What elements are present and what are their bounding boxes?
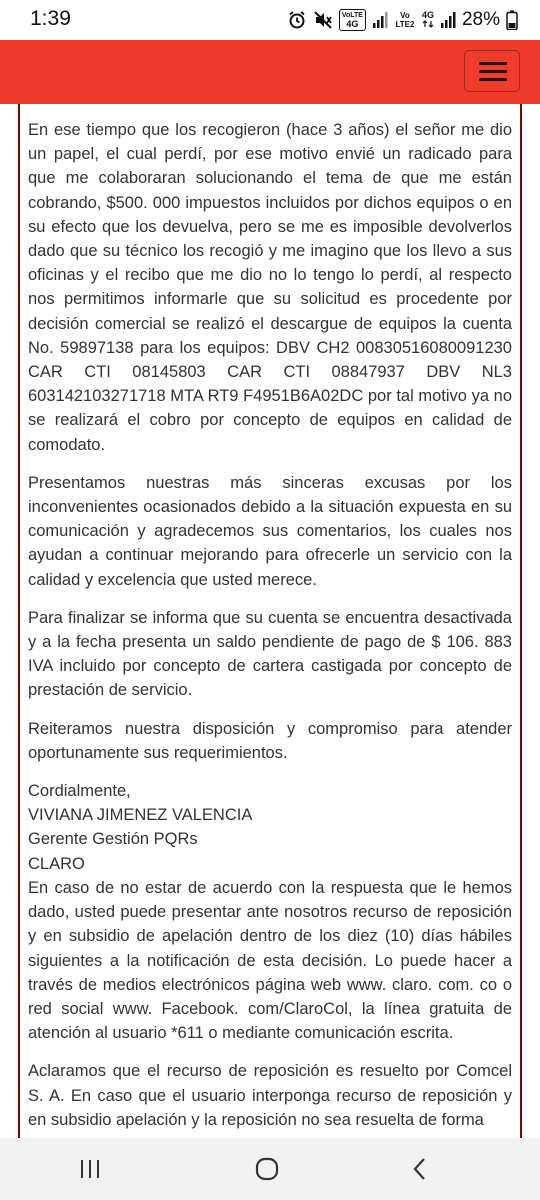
alarm-icon xyxy=(287,10,307,30)
signer-title: Gerente Gestión PQRs xyxy=(28,830,198,849)
closing-line: Cordialmente, xyxy=(28,782,131,801)
menu-button[interactable] xyxy=(464,50,520,92)
data-arrows-icon xyxy=(422,20,434,28)
appeal-text: En caso de no estar de acuerdo con la respuesta que le hemos dado, usted puede presentar ante nosotros recurso de reposición y en subsidio de apelación dentro de los diez (10) días hábiles siguientes a la notificación de esta decisión. Lo puede hacer a través de medios electrónicos página web www. claro. com. co o red social www. Facebook. com/ClaroCol, la línea gratuita de atención al usuario *611 o mediante comunicación escrita. xyxy=(28,878,512,1043)
signature-block xyxy=(28,779,512,1045)
data-4g-icon xyxy=(422,11,434,30)
home-icon xyxy=(254,1156,280,1182)
battery-icon xyxy=(506,10,518,30)
network-tag-1: VoLTE xyxy=(341,12,363,19)
status-icons xyxy=(287,7,518,33)
battery-percent: 28% xyxy=(461,9,500,30)
letter-paragraph: En ese tiempo que los recogieron (hace 3 años) el señor me dio un papel, el cual perdí, por ese motivo envié un radicado para que me colaboraran solucionando el tema de que me están cobrando, $500. 000 impuestos incluidos por dichos equipos o en su efecto que los devuelva, pero se me es imposible devolverlos dado que su técnico los recogió y me imagino que los llevo a sus oficinas y el recibo que me dio no lo tengo lo perdí, al respecto nos permitimos informarle que su solicitud es procedente por decisión comercial se realizó el descargue de equipos la cuenta No. 59897138 para los equipos: DBV CH2 00830516080091230 CAR CTI 08145803 CAR CTI 08847937 DBV NL3 603142103271718 MTA RT9 F4951B6A02DC por tal motivo ya no se realizará el cobro por concepto de equipos en calidad de comodato. xyxy=(28,121,512,454)
letter-paragraph: Reiteramos nuestra disposición y compromiso para atender oportunamente sus requerimientos. xyxy=(28,719,512,762)
navigation-bar xyxy=(0,1138,540,1200)
letter-paragraph: Presentamos nuestras más sinceras excusas por los inconvenientes ocasionados debido a la situación expuesta en su comunicación y agradecemos sus comentarios, los cuales nos ayudan a continuar mejorando para ofrecerle un servicio con la calidad y excelencia que usted merece. xyxy=(28,473,512,589)
recent-apps-icon xyxy=(78,1158,102,1180)
company-name: CLARO xyxy=(28,854,85,873)
mute-icon xyxy=(313,10,333,30)
volte-icon xyxy=(339,9,366,31)
signal-icon xyxy=(372,11,388,29)
home-button[interactable] xyxy=(237,1151,297,1187)
signal-2-icon xyxy=(440,11,456,29)
network-tag-3: Vo LTE2 xyxy=(395,11,415,29)
letter-container[interactable] xyxy=(18,104,522,1138)
header-bar xyxy=(0,40,540,104)
network-tag-4: 4G xyxy=(421,9,434,20)
letter-body xyxy=(20,104,520,1132)
status-time: 1:39 xyxy=(30,7,71,30)
volte-tag xyxy=(339,9,366,31)
lte2-icon xyxy=(394,11,416,29)
back-button[interactable] xyxy=(390,1151,450,1187)
signer-name: VIVIANA JIMENEZ VALENCIA xyxy=(28,806,253,825)
recent-apps-button[interactable] xyxy=(60,1151,120,1187)
network-tag-4-wrap xyxy=(422,11,434,30)
back-icon xyxy=(410,1157,430,1181)
network-tag-2: 4G xyxy=(346,19,359,29)
status-bar xyxy=(0,0,540,40)
letter-paragraph: Para finalizar se informa que su cuenta se encuentra desactivada y a la fecha presenta un saldo pendiente de pago de $ 106. 883 IVA incluido por concepto de cartera castigada por concepto de prestación de servicio. xyxy=(28,608,512,700)
final-paragraph: Aclaramos que el recurso de reposición es resuelto por Comcel S. A. En caso que el usuario interponga recurso de reposición y en subsidio apelación y la reposición no sea resuelta de forma xyxy=(28,1062,512,1129)
